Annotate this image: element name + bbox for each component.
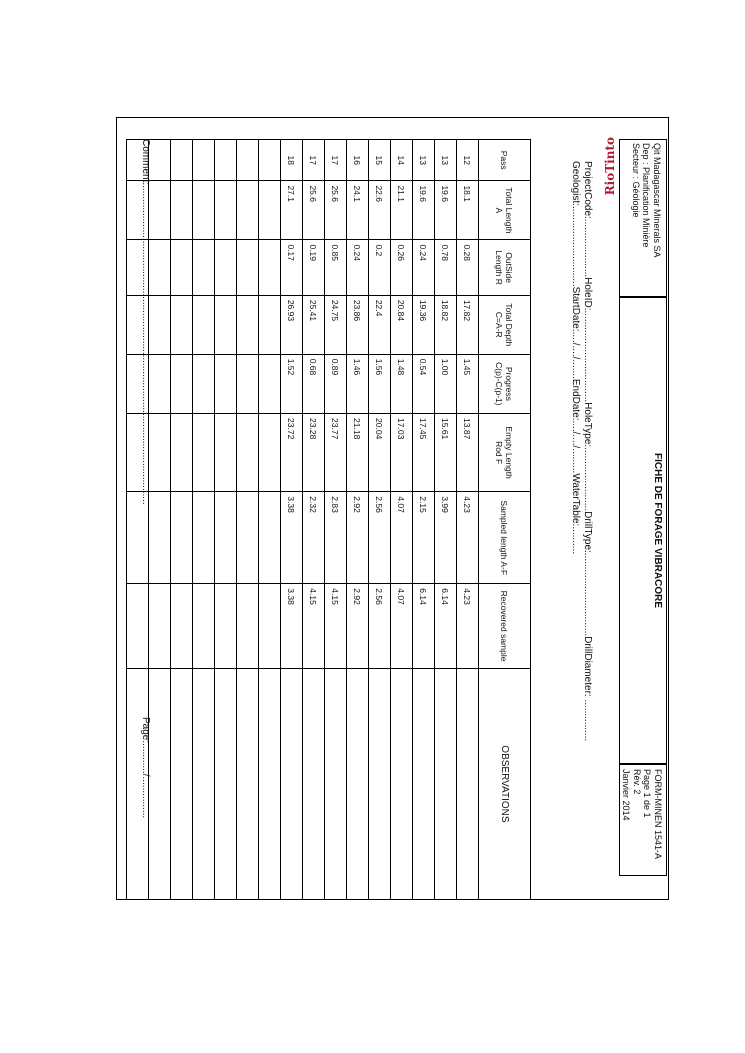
cell-sampled-length: 2.56 [369,492,391,584]
cell-total-length [193,181,215,240]
cell-total-length: 25.6 [303,181,325,240]
cell-total-depth [193,295,215,354]
cell-outside-length [237,240,259,295]
cell-empty-length: 17.45 [413,414,435,492]
cell-empty-length: 23.72 [281,414,303,492]
cell-outside-length: 0.28 [457,240,479,295]
cell-recovered-sample [127,584,149,669]
cell-progress: 0.68 [303,354,325,413]
cell-total-length: 25.6 [325,181,347,240]
cell-total-depth: 17.82 [457,295,479,354]
cell-total-length [149,181,171,240]
title-box [619,297,667,764]
cell-pass: 12 [457,140,479,181]
rio-tinto-logo: RioTinto [603,137,617,196]
cell-recovered-sample: 4.07 [391,584,413,669]
cell-observations [347,668,369,899]
cell-recovered-sample: 4.23 [457,584,479,669]
cell-outside-length [149,240,171,295]
cell-sampled-length [127,492,149,584]
cell-progress: 1.00 [435,354,457,413]
cell-progress: 1.56 [369,354,391,413]
cell-sampled-length [171,492,193,584]
cell-outside-length: 0.78 [435,240,457,295]
cell-sampled-length [193,492,215,584]
cell-recovered-sample: 2.56 [369,584,391,669]
table-row [325,140,347,900]
cell-outside-length: 0.24 [413,240,435,295]
cell-sampled-length: 2.83 [325,492,347,584]
cell-empty-length [259,414,281,492]
cell-sampled-length: 2.15 [413,492,435,584]
cell-recovered-sample: 6.14 [413,584,435,669]
cell-total-length: 27.1 [281,181,303,240]
cell-empty-length: 13.87 [457,414,479,492]
cell-outside-length [171,240,193,295]
cell-total-length: 18.1 [457,181,479,240]
cell-pass: 13 [435,140,457,181]
cell-observations [413,668,435,899]
cell-progress [215,354,237,413]
cell-progress: 0.54 [413,354,435,413]
cell-outside-length: 0.17 [281,240,303,295]
comment-line: Comment:................................................................................................................... [140,139,151,505]
header-observations: OBSERVATIONS [479,668,531,899]
cell-total-length: 22.6 [369,181,391,240]
cell-empty-length: 23.28 [303,414,325,492]
cell-observations [193,668,215,899]
cell-total-depth: 26.93 [281,295,303,354]
cell-total-length: 19.6 [413,181,435,240]
cell-observations [149,668,171,899]
cell-progress: 1.45 [457,354,479,413]
cell-empty-length: 20.04 [369,414,391,492]
cell-pass: 14 [391,140,413,181]
cell-recovered-sample: 2.92 [347,584,369,669]
cell-observations [391,668,413,899]
cell-empty-length [171,414,193,492]
cell-pass [259,140,281,181]
header-sampled-length: Sampled length A-F [479,492,531,584]
table-row [171,140,193,900]
cell-recovered-sample [215,584,237,669]
cell-recovered-sample: 4.15 [303,584,325,669]
cell-total-length: 24.1 [347,181,369,240]
cell-total-depth: 20.84 [391,295,413,354]
cell-observations [259,668,281,899]
form-code: FORM-MINEN 1541-A [653,769,663,860]
header-empty-length: Empty Length Rod F [479,414,531,492]
header-recovered-sample: Recovered sample [479,584,531,669]
cell-total-depth [215,295,237,354]
cell-progress [237,354,259,413]
table-row [193,140,215,900]
cell-recovered-sample: 6.14 [435,584,457,669]
cell-total-depth: 18.82 [435,295,457,354]
header-progress [479,354,531,413]
cell-pass: 13 [413,140,435,181]
cell-sampled-length [237,492,259,584]
cell-recovered-sample [149,584,171,669]
cell-total-depth: 24.75 [325,295,347,354]
cell-progress [171,354,193,413]
form-date: Janvier 2014 [621,769,632,821]
table-row [347,140,369,900]
cell-progress: 1.52 [281,354,303,413]
header-progress-formula: C(p)-C(p-1) [494,362,505,406]
cell-pass [149,140,171,181]
cell-outside-length: 0.19 [303,240,325,295]
cell-progress: 1.48 [391,354,413,413]
cell-total-depth [149,295,171,354]
cell-empty-length [193,414,215,492]
cell-total-depth: 25.41 [303,295,325,354]
cell-recovered-sample: 3.38 [281,584,303,669]
cell-empty-length [149,414,171,492]
page-info: Page 1 de 1 [642,769,653,818]
cell-sampled-length: 2.92 [347,492,369,584]
table-header-row [479,140,531,900]
header-pass: Pass [479,140,531,181]
cell-total-depth: 19.36 [413,295,435,354]
cell-total-length [237,181,259,240]
drilling-table [126,139,531,900]
cell-progress: 0.89 [325,354,347,413]
cell-observations [215,668,237,899]
cell-empty-length [237,414,259,492]
cell-outside-length [259,240,281,295]
cell-pass: 17 [303,140,325,181]
cell-observations [457,668,479,899]
cell-total-length [215,181,237,240]
cell-recovered-sample [193,584,215,669]
header-outside-length: OutSide Length R [479,240,531,295]
cell-sampled-length [215,492,237,584]
cell-pass: 16 [347,140,369,181]
cell-observations [281,668,303,899]
table-row [457,140,479,900]
table-row [413,140,435,900]
cell-pass: 17 [325,140,347,181]
cell-observations [237,668,259,899]
table-row [369,140,391,900]
cell-progress [193,354,215,413]
header-total-depth: Total Depth C=A-R [479,295,531,354]
cell-progress [259,354,281,413]
cell-outside-length: 0.24 [347,240,369,295]
cell-observations [303,668,325,899]
table-row [303,140,325,900]
cell-observations [369,668,391,899]
cell-total-depth [171,295,193,354]
cell-pass: 18 [281,140,303,181]
revision: Rév. 2 [632,769,642,795]
cell-pass [215,140,237,181]
cell-empty-length [215,414,237,492]
table-row [215,140,237,900]
cell-observations [435,668,457,899]
header-total-length: Total Length A [479,181,531,240]
cell-recovered-sample: 4.15 [325,584,347,669]
cell-recovered-sample [171,584,193,669]
cell-sampled-length: 3.38 [281,492,303,584]
form-code-box [619,764,667,876]
cell-recovered-sample [237,584,259,669]
table-row [259,140,281,900]
cell-pass: 15 [369,140,391,181]
cell-outside-length [215,240,237,295]
header-progress-label: Progress [504,366,515,401]
cell-recovered-sample [259,584,281,669]
cell-outside-length [193,240,215,295]
fields-line-2: Geologist:.............................StartDate:..../..../.......EndDate:..../..../.........WaterTable:.......... [570,161,581,555]
table-row [237,140,259,900]
cell-sampled-length: 3.99 [435,492,457,584]
cell-sampled-length [149,492,171,584]
cell-sampled-length [259,492,281,584]
cell-total-depth: 22.4 [369,295,391,354]
cell-empty-length: 17.03 [391,414,413,492]
company-box [619,139,667,297]
cell-total-length: 19.6 [435,181,457,240]
cell-observations [171,668,193,899]
cell-total-length: 21.1 [391,181,413,240]
cell-pass [193,140,215,181]
fields-line-1: ProjectCode:.....................HoleID:.................................HoleType:.......................DrillType:..............................DrillDiameter: ............... [582,161,593,742]
cell-sampled-length: 4.23 [457,492,479,584]
form-sheet [116,117,669,900]
cell-total-length [259,181,281,240]
cell-outside-length: 0.85 [325,240,347,295]
cell-sampled-length: 2.32 [303,492,325,584]
table-row [435,140,457,900]
cell-empty-length: 23.77 [325,414,347,492]
cell-outside-length: 0.2 [369,240,391,295]
cell-total-depth: 23.86 [347,295,369,354]
table-row [149,140,171,900]
cell-total-depth [237,295,259,354]
cell-empty-length: 15.61 [435,414,457,492]
department: Dep : Planification Minière [641,143,652,248]
cell-pass [237,140,259,181]
company-name: Qit Madagascar Minerals SA [652,143,662,258]
sector: Secteur : Géologie [631,143,641,218]
cell-total-length [171,181,193,240]
cell-total-depth [259,295,281,354]
cell-empty-length: 21.18 [347,414,369,492]
table-row [391,140,413,900]
page-line: Page:.........../............... [140,717,151,819]
cell-progress: 1.46 [347,354,369,413]
form-title: FICHE DE FORAGE VIBRACORE [652,452,663,608]
table-row [281,140,303,900]
cell-outside-length: 0.26 [391,240,413,295]
cell-observations [325,668,347,899]
cell-sampled-length: 4.07 [391,492,413,584]
cell-progress [149,354,171,413]
cell-pass [171,140,193,181]
